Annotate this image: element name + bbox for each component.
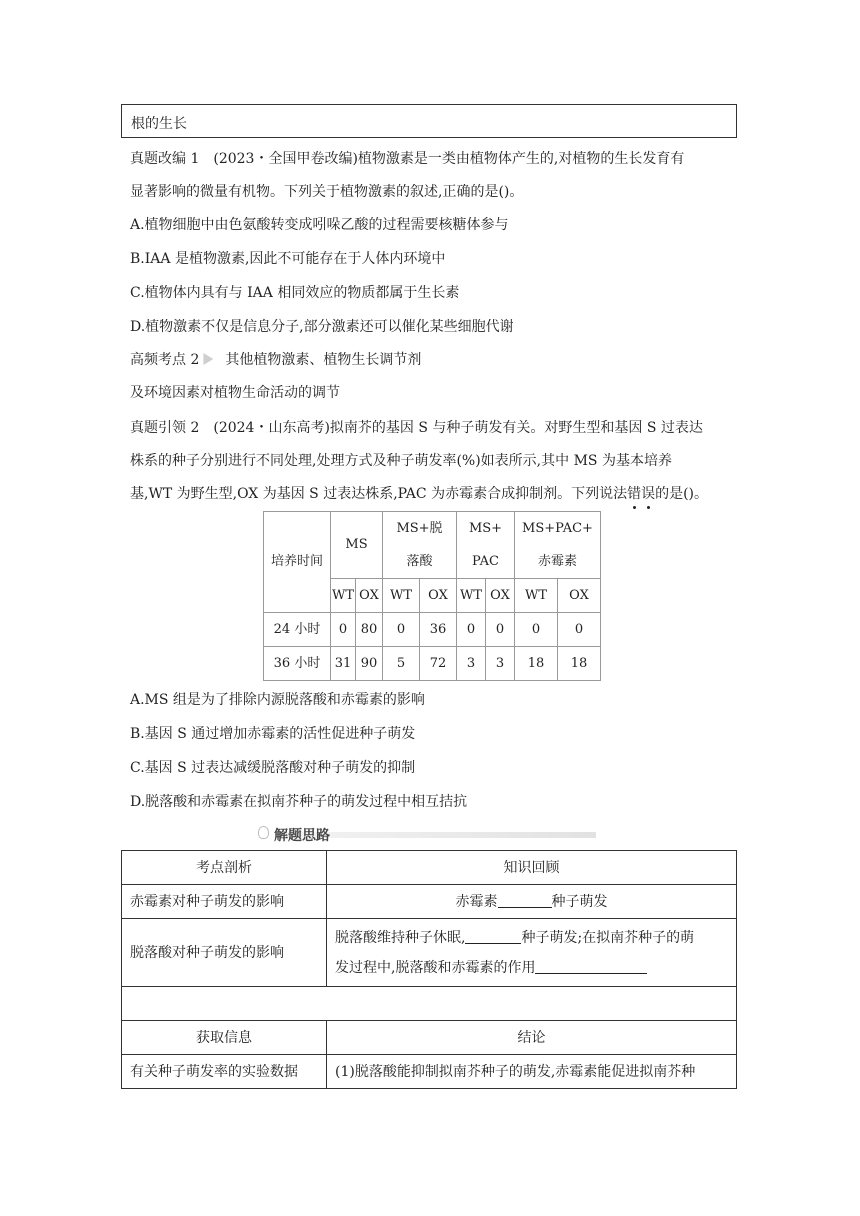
ans-cell	[327, 885, 737, 919]
sub-header: WT	[515, 579, 558, 613]
group-header	[457, 512, 515, 579]
sub-header: OX	[558, 579, 601, 613]
table-cell: 5	[383, 647, 420, 681]
table-cell: 3	[457, 647, 486, 681]
ans-cell: 有关种子萌发率的实验数据	[122, 1055, 327, 1089]
ans-text: 脱落酸维持种子休眠,	[335, 929, 466, 946]
table-cell: 72	[420, 647, 457, 681]
topic2-title-line2: 及环境因素对植物生命活动的调节	[130, 385, 340, 401]
group-header	[515, 512, 601, 579]
q2-option-d: D.脱落酸和赤霉素在拟南芥种子的萌发过程中相互拮抗	[130, 794, 468, 810]
table-cell: 31	[331, 647, 356, 681]
analysis-table	[121, 850, 737, 1089]
group-label: MS+脱 落酸	[396, 521, 443, 569]
ans-head: 获取信息	[122, 1021, 327, 1055]
q1-option-b: B.IAA 是植物激素,因此不可能存在于人体内环境中	[130, 251, 446, 267]
row-label: 36 小时	[264, 647, 331, 681]
table-cell: 36	[420, 613, 457, 647]
table-cell: 90	[356, 647, 383, 681]
q1-stem-line1: 真题改编 1 (2023・全国甲卷改编)植物激素是一类由植物体产生的,对植物的生长发育有	[130, 151, 685, 167]
row-label: 24 小时	[264, 613, 331, 647]
ans-cell	[327, 919, 737, 987]
emphasis-char: 误	[641, 483, 655, 503]
q2-stem-line2: 株系的种子分别进行不同处理,处理方式及种子萌发率(%)如表所示,其中 MS 为基本培养	[130, 453, 672, 469]
group-label: MS+PAC+ 赤霉素	[522, 521, 593, 569]
ans-text: 发过程中,脱落酸和赤霉素的作用	[335, 959, 536, 976]
table-cell: 0	[457, 613, 486, 647]
q2-stem-line3-a: 基,WT 为野生型,OX 为基因 S 过表达株系,PAC 为赤霉素合成抑制剂。下列说法	[130, 486, 628, 502]
answer-blank	[535, 959, 647, 974]
solution-banner	[256, 826, 602, 842]
sub-header: WT	[457, 579, 486, 613]
table-cell: 3	[486, 647, 515, 681]
group-label: MS+ PAC	[468, 521, 503, 569]
arrow-icon	[203, 353, 213, 365]
q2-option-b: B.基因 S 通过增加赤霉素的活性促进种子萌发	[130, 726, 416, 742]
table-cell: 0	[558, 613, 601, 647]
emphasis-char: 错	[627, 483, 641, 503]
banner-label: 解题思路	[274, 828, 330, 844]
ans-head: 结论	[327, 1021, 737, 1055]
q2-stem-line3-b: 的是()。	[655, 486, 709, 502]
ans-head: 考点剖析	[122, 851, 327, 885]
q2-stem-line3	[130, 483, 708, 503]
ans-text: 赤霉素	[455, 893, 498, 910]
q2-option-c: C.基因 S 过表达减缓脱落酸对种子萌发的抑制	[130, 760, 416, 776]
ans-cell: 脱落酸对种子萌发的影响	[122, 919, 327, 987]
ans-empty-row	[122, 987, 737, 1021]
ans-head: 知识回顾	[327, 851, 737, 885]
q2-option-a: A.MS 组是为了排除内源脱落酸和赤霉素的影响	[130, 692, 425, 708]
ans-cell: (1)脱落酸能抑制拟南芥种子的萌发,赤霉素能促进拟南芥种	[327, 1055, 737, 1089]
q1-stem-line2: 显著影响的微量有机物。下列关于植物激素的叙述,正确的是()。	[130, 184, 524, 200]
group-header	[331, 512, 383, 579]
row-header-cell: 培养时间	[264, 512, 331, 613]
q1-option-c: C.植物体内具有与 IAA 相同效应的物质都属于生长素	[130, 285, 460, 301]
q1-option-a: A.植物细胞中由色氨酸转变成吲哚乙酸的过程需要核糖体参与	[130, 217, 509, 233]
sub-header: OX	[356, 579, 383, 613]
sub-header: WT	[383, 579, 420, 613]
header-box	[121, 104, 737, 138]
header-box-text: 根的生长	[131, 116, 187, 132]
answer-blank	[498, 893, 552, 908]
topic2-title: 其他植物激素、植物生长调节剂	[225, 352, 422, 368]
table-row	[264, 647, 601, 681]
sub-header: OX	[420, 579, 457, 613]
table-cell: 80	[356, 613, 383, 647]
sub-header: WT	[331, 579, 356, 613]
table-cell: 0	[383, 613, 420, 647]
topic2-heading	[130, 349, 421, 369]
table-cell: 0	[515, 613, 558, 647]
ans-text: 种子萌发;在拟南芥种子的萌	[521, 929, 695, 946]
group-header	[383, 512, 457, 579]
table-cell: 18	[515, 647, 558, 681]
sub-header: OX	[486, 579, 515, 613]
q1-option-d: D.植物激素不仅是信息分子,部分激素还可以催化某些细胞代谢	[130, 319, 514, 335]
ans-text: 种子萌发	[551, 893, 608, 910]
germination-table	[263, 511, 601, 681]
table-cell: 18	[558, 647, 601, 681]
table-row	[264, 613, 601, 647]
table-cell: 0	[486, 613, 515, 647]
lightbulb-icon	[258, 826, 269, 839]
ans-cell: 赤霉素对种子萌发的影响	[122, 885, 327, 919]
group-label: MS	[345, 537, 368, 552]
table-cell: 0	[331, 613, 356, 647]
topic2-tag: 高频考点 2	[130, 352, 200, 368]
q2-stem-line1: 真题引领 2 (2024・山东高考)拟南芥的基因 S 与种子萌发有关。对野生型和基因 S 过表达	[130, 420, 703, 436]
answer-blank	[465, 929, 521, 944]
